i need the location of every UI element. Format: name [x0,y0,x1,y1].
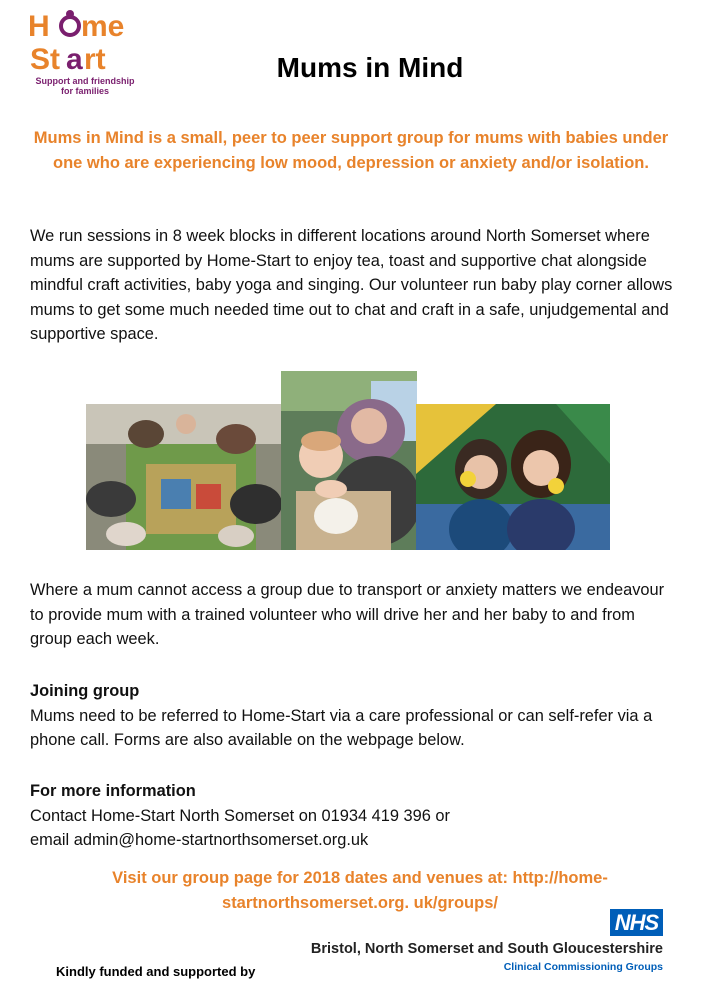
photo-mums-smiling [416,404,610,550]
more-info-heading: For more information [30,782,196,800]
joining-text: Mums need to be referred to Home-Start via a care professional or can self-refer via a phone call. Forms are also available on the webpage below. [30,706,653,749]
logo-tagline [30,76,140,96]
more-info-section [30,779,690,853]
svg-text:rt: rt [84,43,106,76]
photo-group-circle [86,404,282,550]
funded-by-text: Kindly funded and supported by [56,964,256,979]
visit-link-text[interactable]: Visit our group page for 2018 dates and venues at: http://home-startnorthsomerset.org. uk/groups/ [112,869,608,912]
logo-tagline-line2: for families [60,86,109,96]
ccg-name: Bristol, North Somerset and South Gloucestershire [310,941,663,957]
home-start-logo-wordmark-icon [26,6,138,76]
baby-craft-photo-icon [281,371,417,550]
sessions-paragraph: We run sessions in 8 week blocks in different locations around North Somerset where mums are supported by Home-Start to enjoy tea, toast and supportive chat alongside mindful craft activities, baby yoga and singing. Our volunteer run baby play corner allows mums to get some much needed time out to chat and craft in a safe, unjudgemental and supportive space. [30,227,673,343]
transport-paragraph: Where a mum cannot access a group due to transport or anxiety matters we endeavour to provide mum with a trained volunteer who will drive her and her baby to and from group each week. [30,581,665,648]
contact-phone-line: Contact Home-Start North Somerset on 01934 419 396 or [30,806,451,825]
svg-text:H: H [28,10,50,43]
svg-text:me: me [81,10,125,43]
logo-tagline-line1: Support and friendship [35,76,135,86]
mums-photo-icon [416,404,610,550]
page-title: Mums in Mind [276,52,464,83]
svg-text:a: a [66,43,83,76]
contact-email-line[interactable]: email admin@home-startnorthsomerset.org.uk [30,831,369,849]
joining-heading: Joining group [30,682,140,700]
group-photo-icon [86,404,282,550]
home-start-logo [26,6,138,102]
nhs-logo-icon: NHS [610,909,663,936]
joining-section [30,679,690,753]
photo-baby-craft [281,371,417,550]
ccg-subtitle: Clinical Commissioning Groups [503,961,663,973]
svg-text:St: St [30,43,60,76]
intro-text: Mums in Mind is a small, peer to peer support group for mums with babies under one who are experiencing low mood, depression or anxiety and/or isolation. [33,129,669,172]
